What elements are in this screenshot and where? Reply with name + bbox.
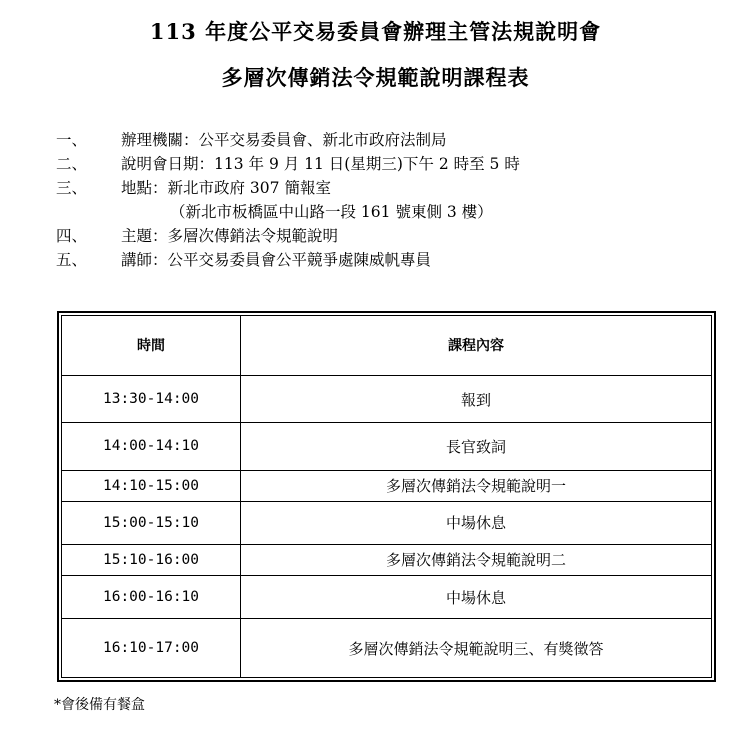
cell-content: 多層次傳銷法令規範說明三、有獎徵答	[241, 619, 712, 678]
info-item-number: 五、	[56, 251, 88, 269]
info-item-number: 四、	[56, 227, 88, 245]
cell-content: 多層次傳銷法令規範說明二	[241, 544, 712, 575]
cell-time: 14:00-14:10	[62, 423, 241, 470]
cell-content: 長官致詞	[241, 423, 712, 470]
cell-content: 中場休息	[241, 501, 712, 544]
cell-time: 15:10-16:00	[62, 544, 241, 575]
cell-time: 14:10-15:00	[62, 470, 241, 501]
column-header-content: 課程內容	[241, 316, 712, 376]
info-item-text: 講師：公平交易委員會公平競爭處陳威帆專員	[121, 251, 432, 269]
table-row	[62, 470, 712, 501]
footnote: *會後備有餐盒	[54, 697, 145, 713]
schedule-table	[61, 315, 712, 678]
cell-content: 中場休息	[241, 575, 712, 618]
table-row	[62, 501, 712, 544]
cell-time: 16:00-16:10	[62, 575, 241, 618]
table-row	[62, 423, 712, 470]
table-row	[62, 619, 712, 678]
info-item-text: 說明會日期：113 年 9 月 11 日(星期三)下午 2 時至 5 時	[121, 155, 520, 173]
document-subtitle: 多層次傳銷法令規範說明課程表	[221, 65, 530, 90]
info-item-text: 主題：多層次傳銷法令規範說明	[121, 227, 339, 245]
cell-content: 多層次傳銷法令規範說明一	[241, 470, 712, 501]
info-item-continuation: （新北市板橋區中山路一段 161 號東側 3 樓）	[170, 203, 493, 221]
schedule-table-frame	[57, 311, 716, 682]
cell-content: 報到	[241, 375, 712, 422]
cell-time: 15:00-15:10	[62, 501, 241, 544]
cell-time: 13:30-14:00	[62, 375, 241, 422]
table-row	[62, 544, 712, 575]
info-item-number: 三、	[56, 179, 88, 197]
table-row	[62, 575, 712, 618]
table-row	[62, 375, 712, 422]
table-header-row	[62, 316, 712, 376]
info-item-number: 二、	[56, 155, 88, 173]
info-item-number: 一、	[56, 131, 88, 149]
info-item-text: 辦理機關：公平交易委員會、新北市政府法制局	[121, 131, 447, 149]
cell-time: 16:10-17:00	[62, 619, 241, 678]
document-title: 113 年度公平交易委員會辦理主管法規說明會	[149, 19, 602, 44]
column-header-time: 時間	[62, 316, 241, 376]
info-item-text: 地點：新北市政府 307 簡報室	[121, 179, 331, 197]
